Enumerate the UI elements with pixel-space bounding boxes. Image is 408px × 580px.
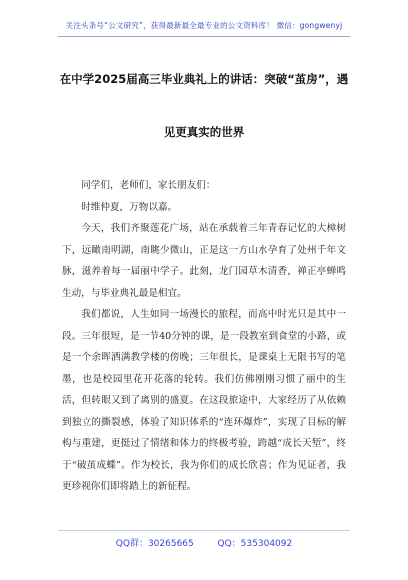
salutation-paragraph: 同学们，老师们，家长朋友们： [81, 180, 216, 191]
header-banner: 关注头条号“公文研究”，获得最新最全最专业的公文资料库！ 微信：gongwenyj [65, 21, 343, 30]
footer-divider [58, 530, 350, 531]
footer-contact [0, 536, 408, 549]
footer-qq-number: QQ：535304092 [217, 539, 293, 549]
document-body [62, 175, 346, 498]
body-paragraph-2: 我们都说，人生如同一场漫长的旅程，而高中时光只是其中一段。三年很短，是一节40分钟的课，是一段教室到食堂的小路，或是一个余晖洒满教学楼的傍晚；三年很长，是课桌上无限书写的笔墨，也是校园里花开花落的轮转。我们仿佛刚刚习惯了丽中的生活，但转眼又到了离别的盛夏。在这段旅途中，大家经历了从依赖到独立的撕裂感，体验了知识体系的“连环爆炸”，实现了目标的解构与重建，更挺过了情绪和体力的终极考验，跨越“成长天堑”，终于“破茧成蝶”。作为校长，我为你们的成长欣喜；作为见证者，我更珍视你们即将踏上的新征程。 [62, 309, 346, 492]
document-title-line-2: 见更真实的世界 [163, 125, 245, 139]
header-divider [58, 36, 350, 37]
body-paragraph-1: 今天，我们齐聚莲花广场，站在承载着三年青春记忆的大樟树下，远瞰南明湖，南眺少微山，正是这一方山水孕育了处州千年文脉，滋养着每一届丽中学子。此刻，龙门园草木清香，禅正亭蝉鸣生动，与毕业典礼最是相宜。 [62, 223, 346, 299]
footer-qq-group: QQ群：30265665 [115, 539, 194, 549]
document-title-line-1: 在中学2025届高三毕业典礼上的讲话：突破“茧房”，遇 [59, 72, 349, 86]
opening-paragraph: 时维仲夏，万物以嘉。 [81, 201, 178, 213]
